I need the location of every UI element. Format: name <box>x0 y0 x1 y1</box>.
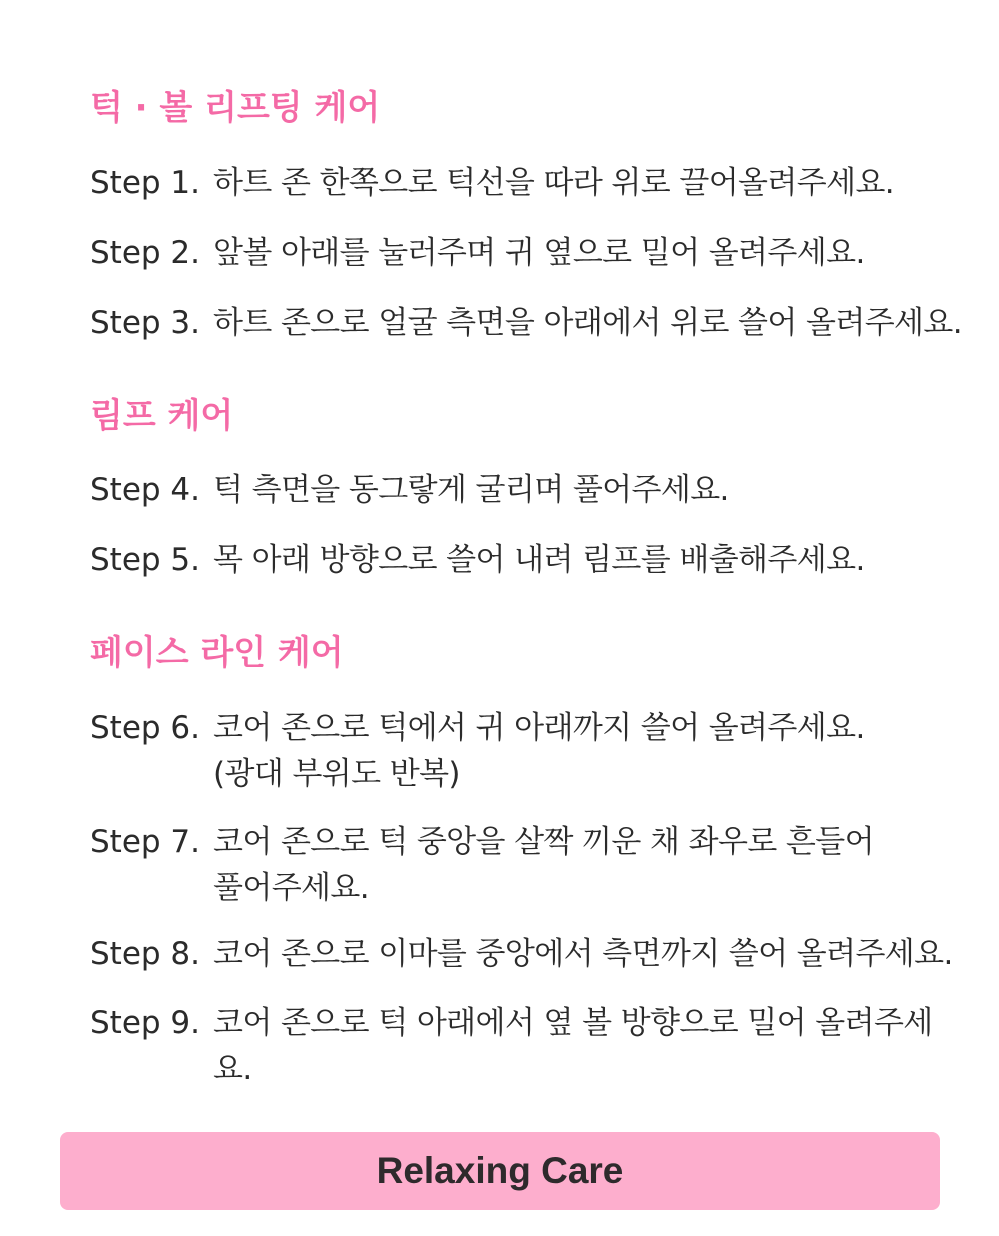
step-2 <box>90 230 970 276</box>
step-6 <box>90 705 970 797</box>
step-5 <box>90 537 970 583</box>
step-text: 코어 존으로 턱에서 귀 아래까지 쓸어 올려주세요. (광대 부위도 반복) <box>213 710 865 792</box>
step-label: Step 8. <box>90 936 201 972</box>
step-text: 앞볼 아래를 눌러주며 귀 옆으로 밀어 올려주세요. <box>213 235 865 271</box>
step-7 <box>90 819 970 911</box>
section-title-lymph: 림프 케어 <box>90 396 234 436</box>
step-4 <box>90 467 970 513</box>
section-title-face-line: 페이스 라인 케어 <box>90 633 344 673</box>
step-label: Step 1. <box>90 165 201 201</box>
step-text: 목 아래 방향으로 쓸어 내려 림프를 배출해주세요. <box>213 542 865 578</box>
relaxing-care-button[interactable] <box>60 1132 940 1210</box>
step-9 <box>90 1000 970 1092</box>
step-text: 코어 존으로 이마를 중앙에서 측면까지 쓸어 올려주세요. <box>213 936 953 972</box>
step-label: Step 7. <box>90 824 201 860</box>
step-label: Step 4. <box>90 472 201 508</box>
step-label: Step 9. <box>90 1005 201 1041</box>
step-label: Step 6. <box>90 710 201 746</box>
step-text: 코어 존으로 턱 아래에서 옆 볼 방향으로 밀어 올려주세요. <box>213 1005 933 1087</box>
section-title-lifting: 턱 · 볼 리프팅 케어 <box>90 88 381 128</box>
step-1 <box>90 160 970 206</box>
step-label: Step 2. <box>90 235 201 271</box>
step-text: 코어 존으로 턱 중앙을 살짝 끼운 채 좌우로 흔들어 풀어주세요. <box>213 824 874 906</box>
step-3 <box>90 300 970 346</box>
step-text: 턱 측면을 동그랗게 굴리며 풀어주세요. <box>213 472 729 508</box>
step-8 <box>90 931 970 977</box>
step-text: 하트 존 한쪽으로 턱선을 따라 위로 끌어올려주세요. <box>213 165 895 201</box>
step-text: 하트 존으로 얼굴 측면을 아래에서 위로 쓸어 올려주세요. <box>213 305 962 341</box>
step-label: Step 5. <box>90 542 201 578</box>
step-label: Step 3. <box>90 305 201 341</box>
relaxing-care-button-label: Relaxing Care <box>376 1150 624 1191</box>
